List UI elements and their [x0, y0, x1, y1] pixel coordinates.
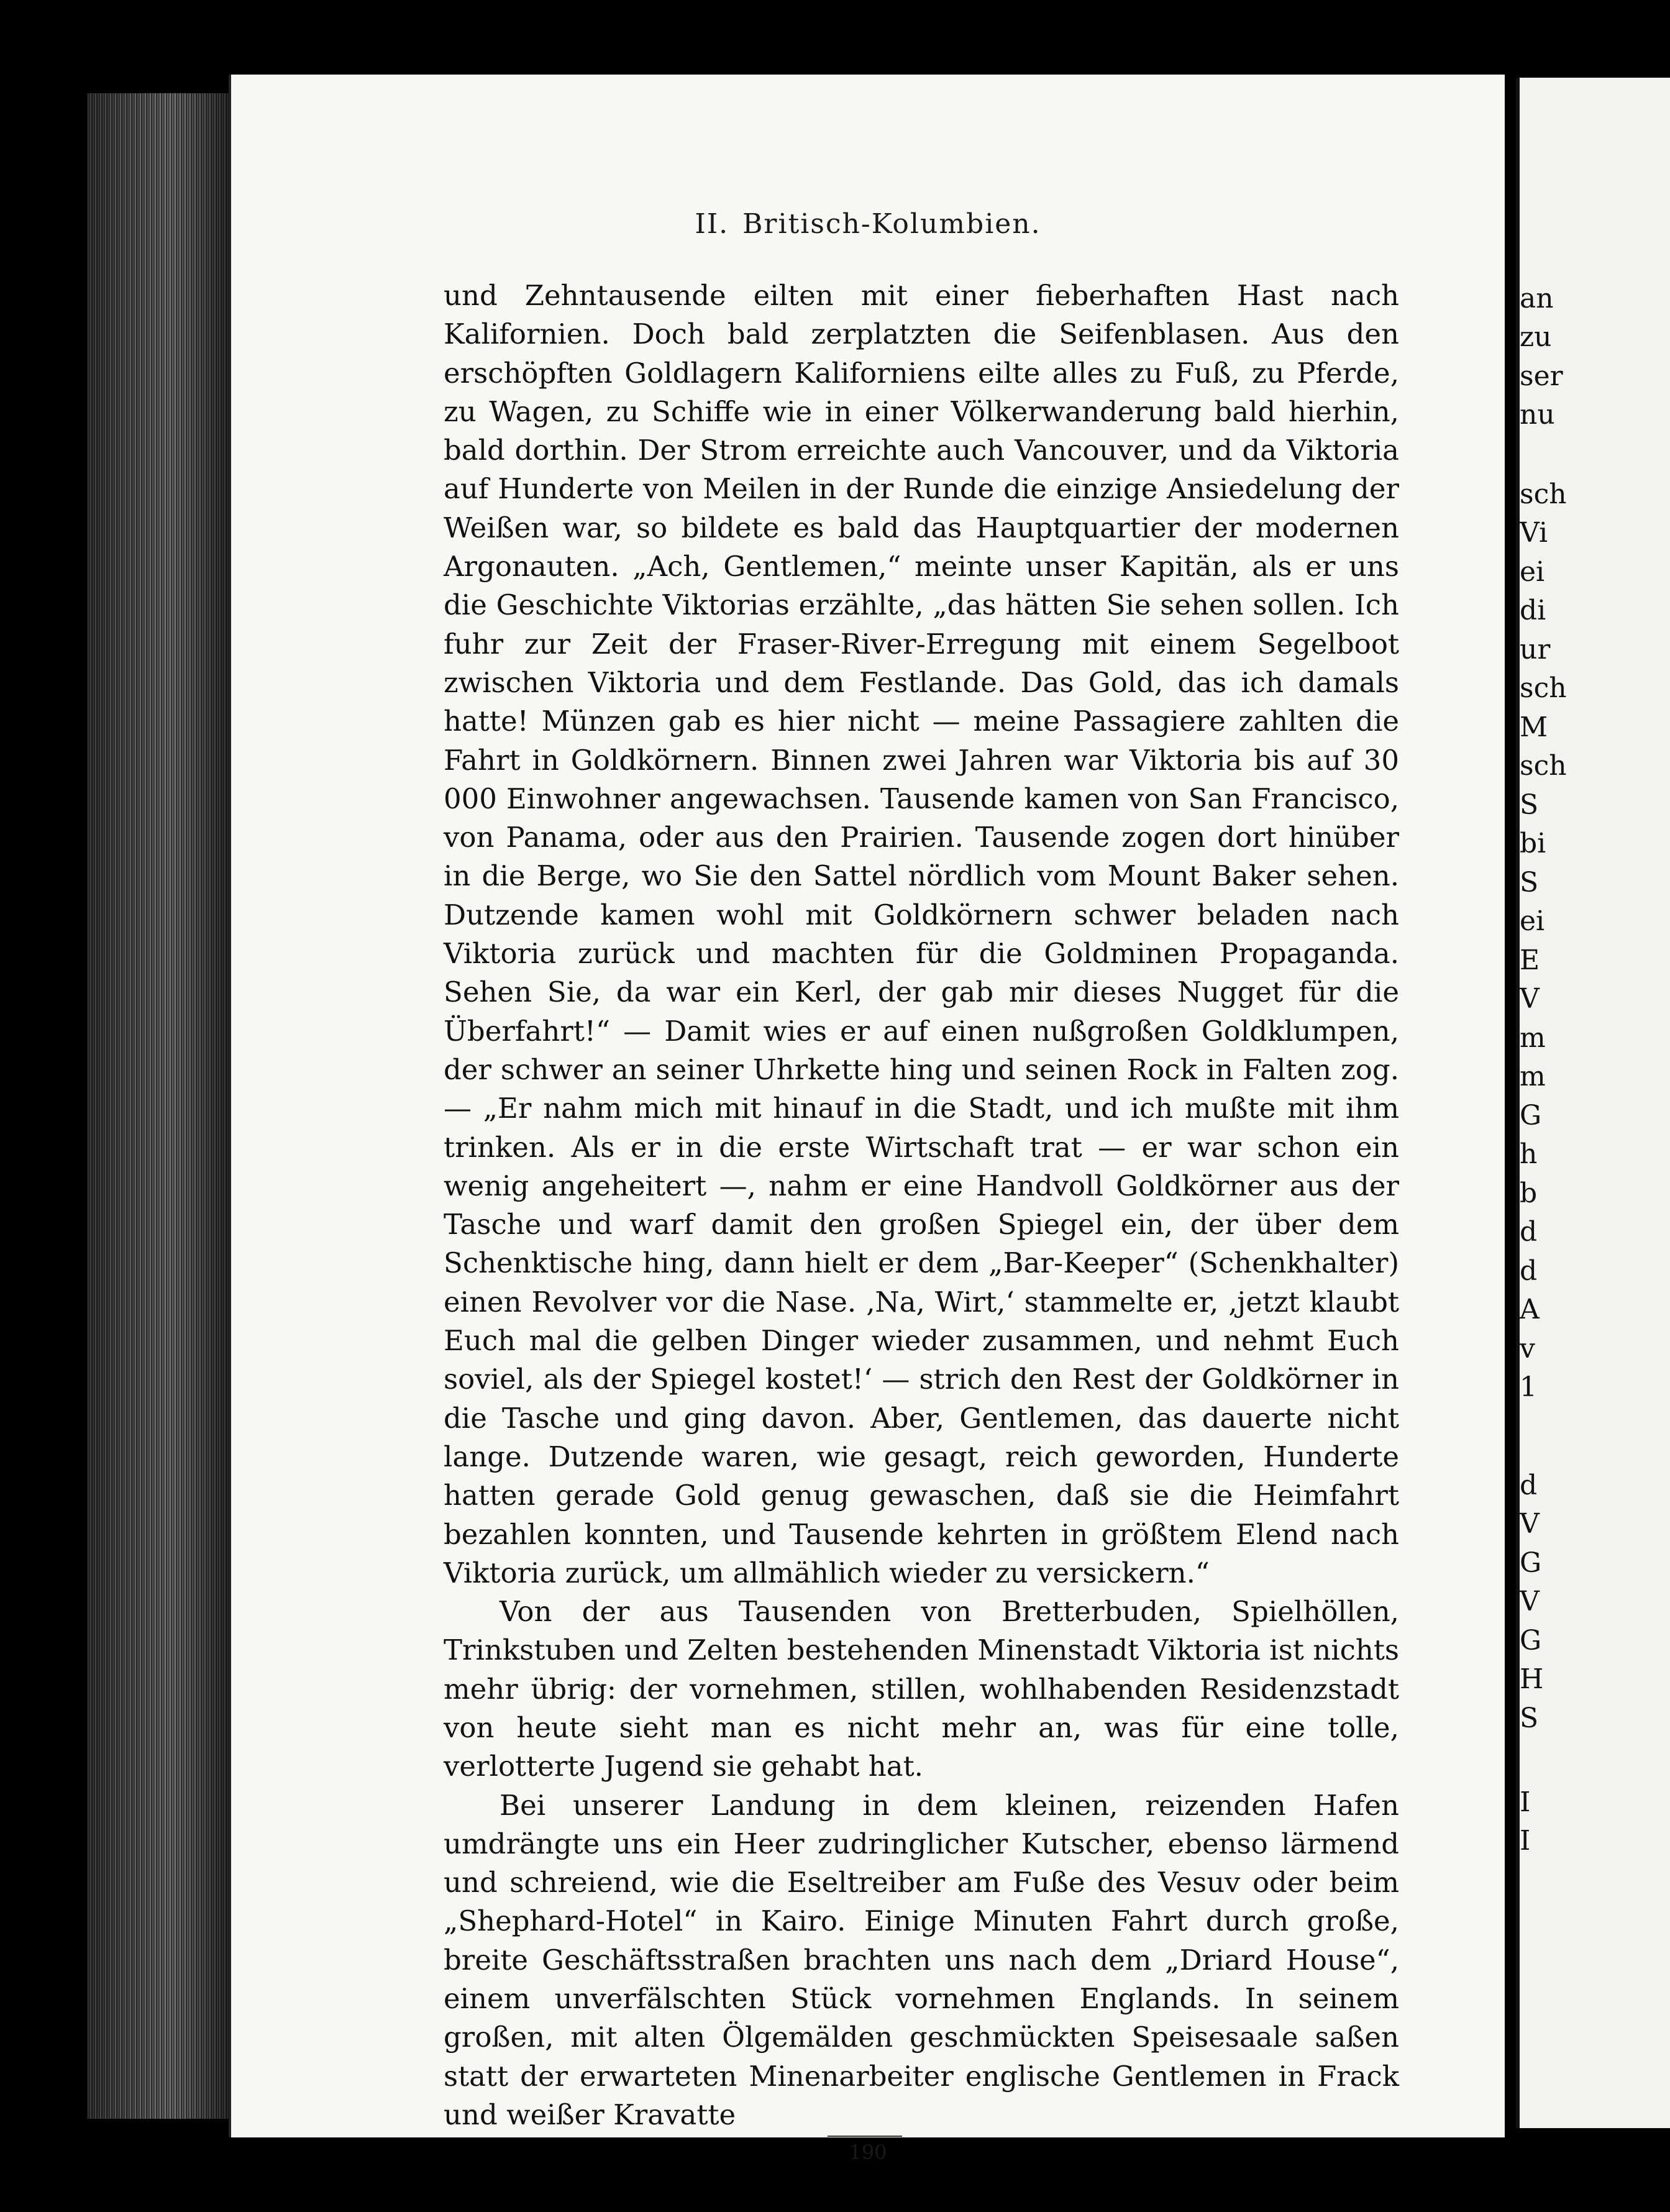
next-page-fragment: S — [1520, 789, 1539, 821]
next-page-fragment: b — [1520, 1177, 1538, 1209]
next-page-fragment: d — [1520, 1216, 1538, 1248]
paragraph-1: und Zehntausende eilten mit einer fieberhaften Hast nach Kalifornien. Doch bald zerplatzten die Seifenblasen. Aus den erschöpften Goldlagern Kaliforniens eilte alles zu Fuß, zu Pferde, zu Wagen, zu Schiffe wie in einer Völkerwanderung bald hierhin, bald dorthin. Der Strom erreichte auch Vancouver, und da Viktoria auf Hunderte von Meilen in der Runde die einzige Ansiedelung der Weißen war, so bildete es bald das Hauptquartier der modernen Argonauten. „Ach, Gentlemen,“ meinte unser Kapitän, als er uns die Geschichte Viktorias erzählte, „das hätten Sie sehen sollen. Ich fuhr zur Zeit der Fraser-River-Erregung mit einem Segelboot zwischen Viktoria und dem Festlande. Das Gold, das ich damals hatte! Münzen gab es hier nicht — meine Passagiere zahlten die Fahrt in Goldkörnern. Binnen zwei Jahren war Viktoria bis auf 30 000 Einwohner angewachsen. Tausende kamen von San Francisco, von Panama, oder aus den Prairien. Tausende zogen dort hinüber in die Berge, wo Sie den Sattel nördlich vom Mount Baker sehen. Dutzende kamen wohl mit Goldkörnern schwer beladen nach Viktoria zurück und machten für die Goldminen Propaganda. Sehen Sie, da war ein Kerl, der gab mir dieses Nugget für die Überfahrt!“ — Damit wies er auf einen nußgroßen Goldklumpen, der schwer an seiner Uhrkette hing und seinen Rock in Falten zog. — „Er nahm mich mit hinauf in die Stadt, und ich mußte mit ihm trinken. Als er in die erste Wirtschaft trat — er war schon ein wenig angeheitert —, nahm er eine Handvoll Goldkörner aus der Tasche und warf damit den großen Spiegel ein, der über dem Schenktische hing, dann hielt er dem „Bar-Keeper“ (Schenkhalter) einen Revolver vor die Nase. ‚Na, Wirt,‘ stammelte er, ‚jetzt klaubt Euch mal die gelben Dinger wieder zusammen, und nehmt Euch soviel, als der Spiegel kostet!‘ — strich den Rest der Goldkörner in die Tasche und ging davon. Aber, Gentlemen, das dauerte nicht lange. Dutzende waren, wie gesagt, reich geworden, Hunderte hatten gerade Gold genug gewaschen, daß sie die Heimfahrt bezahlen konnten, und Tausende kehrten in größtem Elend nach Viktoria zurück, um allmählich wieder zu versickern.“ — [444, 279, 1399, 1589]
paragraph-2: Von der aus Tausenden von Bretterbuden, Spielhöllen, Trinkstuben und Zelten bestehenden Minenstadt Viktoria ist nichts mehr übrig: der vornehmen, stillen, wohlhabenden Residenzstadt von heute sieht man es nicht mehr an, was für eine tolle, verlotterte Jugend sie gehabt hat. — [444, 1595, 1399, 1783]
next-page-fragment: ei — [1520, 905, 1545, 937]
next-page-fragment: di — [1520, 595, 1546, 626]
page-number: 190 — [849, 2141, 887, 2164]
next-page-fragment: d — [1520, 1255, 1538, 1287]
next-page-fragment: V — [1520, 1508, 1540, 1540]
paragraph-3: Bei unserer Landung in dem kleinen, reizenden Hafen umdrängte uns ein Heer zudringlicher Kutscher, ebenso lärmend und schreiend, wie die Eseltreiber am Fuße des Vesuv oder beim „Shephard-Hotel“ in Kairo. Einige Minuten Fahrt durch große, breite Geschäftsstraßen brachten uns nach dem „Driard House“, einem unverfälschten Stück vornehmen Englands. In seinem großen, mit alten Ölgemälden geschmückten Speisesaale saßen statt der erwarteten Minenarbeiter englische Gentlemen in Frack und weißer Kravatte — [444, 1788, 1399, 2131]
next-page-fragment: v — [1520, 1333, 1535, 1364]
next-page-fragment: Vi — [1520, 517, 1548, 549]
next-page-fragment: V — [1520, 1586, 1540, 1617]
next-page-fragment: G — [1520, 1547, 1542, 1579]
next-page-fragment: sch — [1520, 672, 1567, 704]
next-page-fragment: d — [1520, 1469, 1538, 1501]
chapter-title: Britisch-Kolumbien. — [742, 208, 1041, 240]
page-number-rule — [828, 2136, 902, 2137]
next-page-fragment: zu — [1520, 321, 1552, 353]
next-page-fragment: I — [1520, 1786, 1531, 1818]
next-page-fragment: ur — [1520, 634, 1551, 665]
chapter-number: II. — [695, 208, 729, 240]
next-page-fragment: 1 — [1520, 1371, 1537, 1403]
next-page-fragment: G — [1520, 1625, 1542, 1657]
next-page-fragment: m — [1520, 1022, 1546, 1054]
next-page-fragment: ei — [1520, 556, 1545, 588]
body-text — [444, 276, 1399, 2134]
next-page-fragment: nu — [1520, 399, 1555, 431]
book-page-edges — [87, 93, 230, 2119]
next-page-fragment: S — [1520, 1702, 1539, 1734]
next-page-fragment: M — [1520, 711, 1548, 743]
next-page-fragment: I — [1520, 1825, 1531, 1857]
next-page-fragment: V — [1520, 983, 1540, 1015]
next-page-fragment: h — [1520, 1138, 1538, 1170]
book-page — [229, 75, 1505, 2164]
next-page-fragment: bi — [1520, 828, 1546, 859]
next-page-strip — [1516, 78, 1670, 2128]
next-page-fragment: an — [1520, 283, 1554, 314]
next-page-fragment: m — [1520, 1061, 1546, 1092]
running-head — [231, 208, 1505, 240]
next-page-fragment: S — [1520, 867, 1539, 898]
next-page-fragment: H — [1520, 1663, 1544, 1695]
next-page-fragment: sch — [1520, 478, 1567, 510]
next-page-fragment: A — [1520, 1294, 1540, 1325]
next-page-fragment: ser — [1520, 360, 1563, 392]
next-page-fragment: G — [1520, 1100, 1542, 1131]
next-page-fragment: sch — [1520, 750, 1567, 782]
next-page-fragment: E — [1520, 944, 1540, 976]
